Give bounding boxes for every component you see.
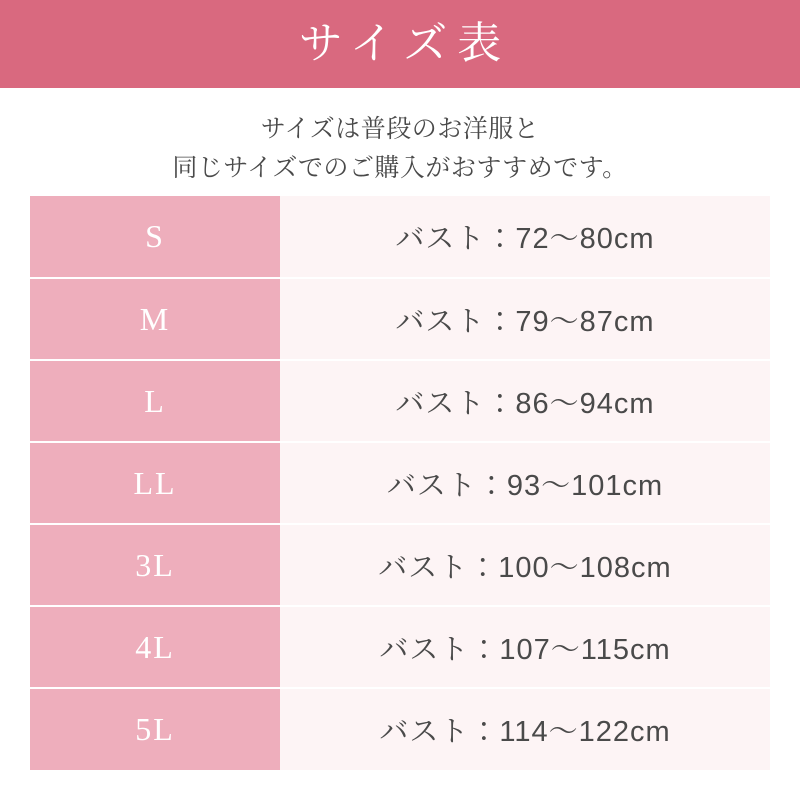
size-label: S [30,196,280,278]
size-label: 4L [30,606,280,688]
size-measurement: バスト：86〜94cm [280,360,770,442]
size-measurement: バスト：79〜87cm [280,278,770,360]
size-label: L [30,360,280,442]
table-row [30,278,770,360]
lead-line-1: サイズは普段のお洋服と [260,115,540,143]
size-label: 3L [30,524,280,606]
size-measurement: バスト：93〜101cm [280,442,770,524]
size-label: LL [30,442,280,524]
header-banner [0,0,800,88]
size-table [30,196,770,770]
size-label: 5L [30,688,280,770]
size-measurement: バスト：107〜115cm [280,606,770,688]
table-row [30,606,770,688]
table-row [30,442,770,524]
size-measurement: バスト：114〜122cm [280,688,770,770]
size-measurement: バスト：72〜80cm [280,196,770,278]
table-row [30,524,770,606]
page-title: サイズ表 [298,19,512,68]
table-row [30,360,770,442]
lead-line-2: 同じサイズでのご購入がおすすめです。 [172,153,628,182]
size-measurement: バスト：100〜108cm [280,524,770,606]
size-label: M [30,278,280,360]
lead-text [0,88,800,188]
table-row [30,196,770,278]
table-row [30,688,770,770]
